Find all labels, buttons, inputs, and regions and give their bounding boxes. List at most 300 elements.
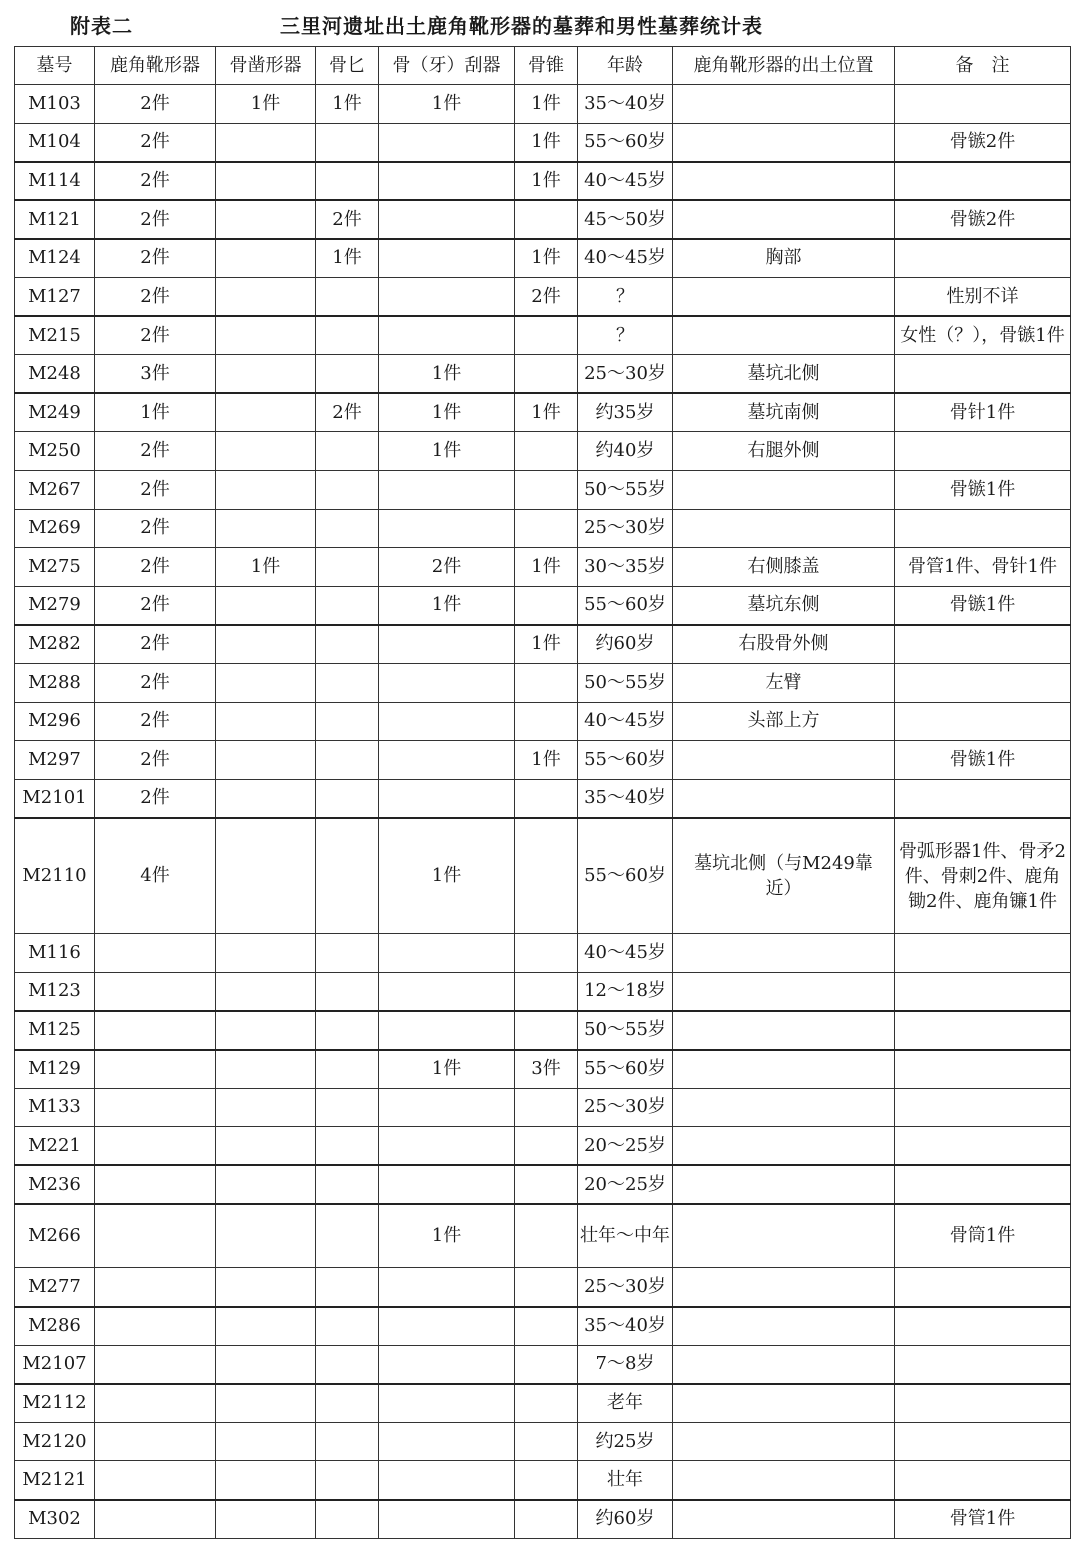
bone-spoon-cell xyxy=(316,1268,379,1307)
notes-cell xyxy=(895,1088,1071,1127)
table-row xyxy=(15,702,1071,741)
table-row xyxy=(15,1384,1071,1423)
notes-cell xyxy=(895,432,1071,471)
bone-chisel-cell xyxy=(216,779,316,818)
bone-awl-cell xyxy=(515,663,578,702)
antler-boot-cell xyxy=(95,1461,216,1500)
bone-spoon-cell xyxy=(316,741,379,780)
bone-chisel-cell xyxy=(216,277,316,316)
bone-spoon-cell xyxy=(316,509,379,548)
bone-chisel-cell xyxy=(216,1088,316,1127)
position-cell: 头部上方 xyxy=(673,702,895,741)
bone-awl-cell xyxy=(515,1127,578,1166)
table-row xyxy=(15,972,1071,1011)
antler-boot-cell xyxy=(95,972,216,1011)
scraper-cell: 1件 xyxy=(379,393,515,432)
col-position-header: 鹿角靴形器的出土位置 xyxy=(673,47,895,85)
scraper-cell xyxy=(379,779,515,818)
bone-awl-cell xyxy=(515,1268,578,1307)
bone-spoon-cell xyxy=(316,818,379,934)
notes-cell: 骨镞1件 xyxy=(895,586,1071,625)
bone-awl-cell: 1件 xyxy=(515,85,578,124)
age-cell: 壮年～中年 xyxy=(578,1204,673,1268)
bone-awl-cell xyxy=(515,1088,578,1127)
bone-chisel-cell: 1件 xyxy=(216,85,316,124)
antler-boot-cell xyxy=(95,1384,216,1423)
tomb-id-cell: M125 xyxy=(15,1011,95,1050)
bone-chisel-cell xyxy=(216,200,316,239)
position-cell xyxy=(673,779,895,818)
position-cell xyxy=(673,200,895,239)
bone-awl-cell xyxy=(515,1011,578,1050)
age-cell: 55～60岁 xyxy=(578,586,673,625)
bone-spoon-cell: 2件 xyxy=(316,200,379,239)
age-cell: 50～55岁 xyxy=(578,1011,673,1050)
table-row xyxy=(15,625,1071,664)
age-cell: 55～60岁 xyxy=(578,818,673,934)
bone-chisel-cell xyxy=(216,470,316,509)
tomb-id-cell: M250 xyxy=(15,432,95,471)
tomb-id-cell: M114 xyxy=(15,162,95,201)
position-cell xyxy=(673,1384,895,1423)
age-cell: 40～45岁 xyxy=(578,934,673,973)
col-scraper-header: 骨（牙）刮器 xyxy=(379,47,515,85)
age-cell: 25～30岁 xyxy=(578,355,673,394)
scraper-cell: 1件 xyxy=(379,586,515,625)
table-row xyxy=(15,586,1071,625)
bone-chisel-cell xyxy=(216,355,316,394)
bone-spoon-cell xyxy=(316,470,379,509)
scraper-cell xyxy=(379,625,515,664)
bone-awl-cell xyxy=(515,1307,578,1346)
bone-chisel-cell xyxy=(216,586,316,625)
table-row xyxy=(15,818,1071,934)
bone-spoon-cell xyxy=(316,1011,379,1050)
notes-cell xyxy=(895,625,1071,664)
bone-awl-cell xyxy=(515,355,578,394)
tomb-id-cell: M297 xyxy=(15,741,95,780)
position-cell xyxy=(673,1307,895,1346)
tomb-id-cell: M277 xyxy=(15,1268,95,1307)
position-cell xyxy=(673,1461,895,1500)
antler-boot-cell: 2件 xyxy=(95,277,216,316)
bone-chisel-cell xyxy=(216,1050,316,1089)
bone-awl-cell xyxy=(515,934,578,973)
bone-awl-cell: 1件 xyxy=(515,548,578,587)
antler-boot-cell xyxy=(95,1345,216,1384)
bone-chisel-cell xyxy=(216,123,316,162)
age-cell: 50～55岁 xyxy=(578,470,673,509)
notes-cell xyxy=(895,1461,1071,1500)
position-cell xyxy=(673,85,895,124)
age-cell: 约40岁 xyxy=(578,432,673,471)
bone-awl-cell xyxy=(515,1500,578,1539)
table-row xyxy=(15,1345,1071,1384)
notes-cell xyxy=(895,702,1071,741)
position-cell xyxy=(673,1422,895,1461)
table-row xyxy=(15,1307,1071,1346)
bone-spoon-cell: 1件 xyxy=(316,239,379,278)
age-cell: 20～25岁 xyxy=(578,1127,673,1166)
scraper-cell: 1件 xyxy=(379,432,515,471)
scraper-cell: 1件 xyxy=(379,355,515,394)
table-row xyxy=(15,1165,1071,1204)
position-cell xyxy=(673,1127,895,1166)
bone-spoon-cell xyxy=(316,934,379,973)
bone-spoon-cell xyxy=(316,1204,379,1268)
tomb-id-cell: M116 xyxy=(15,934,95,973)
bone-chisel-cell xyxy=(216,393,316,432)
age-cell: 约35岁 xyxy=(578,393,673,432)
bone-awl-cell xyxy=(515,702,578,741)
bone-spoon-cell xyxy=(316,162,379,201)
table-caption xyxy=(0,0,1080,46)
bone-chisel-cell xyxy=(216,1500,316,1539)
tomb-id-cell: M2120 xyxy=(15,1422,95,1461)
notes-cell xyxy=(895,1384,1071,1423)
bone-spoon-cell xyxy=(316,1127,379,1166)
bone-awl-cell xyxy=(515,432,578,471)
tomb-id-cell: M2110 xyxy=(15,818,95,934)
age-cell: 40～45岁 xyxy=(578,239,673,278)
table-row xyxy=(15,239,1071,278)
age-cell: 55～60岁 xyxy=(578,1050,673,1089)
tomb-id-cell: M129 xyxy=(15,1050,95,1089)
bone-spoon-cell: 2件 xyxy=(316,393,379,432)
bone-spoon-cell xyxy=(316,625,379,664)
antler-boot-cell: 2件 xyxy=(95,625,216,664)
age-cell: 50～55岁 xyxy=(578,663,673,702)
position-cell: 墓坑北侧（与M249靠近） xyxy=(673,818,895,934)
notes-cell xyxy=(895,1422,1071,1461)
position-cell xyxy=(673,1500,895,1539)
antler-boot-cell xyxy=(95,1165,216,1204)
position-cell xyxy=(673,277,895,316)
position-cell xyxy=(673,1011,895,1050)
bone-chisel-cell xyxy=(216,702,316,741)
table-row xyxy=(15,1011,1071,1050)
table-row xyxy=(15,509,1071,548)
tomb-id-cell: M249 xyxy=(15,393,95,432)
table-row xyxy=(15,393,1071,432)
age-cell: 壮年 xyxy=(578,1461,673,1500)
notes-cell xyxy=(895,85,1071,124)
position-cell xyxy=(673,741,895,780)
bone-spoon-cell xyxy=(316,702,379,741)
position-cell xyxy=(673,934,895,973)
scraper-cell xyxy=(379,1461,515,1500)
age-cell: ？ xyxy=(578,277,673,316)
age-cell: 35～40岁 xyxy=(578,1307,673,1346)
bone-awl-cell xyxy=(515,1165,578,1204)
position-cell xyxy=(673,123,895,162)
position-cell: 左臂 xyxy=(673,663,895,702)
position-cell xyxy=(673,1165,895,1204)
age-cell: 40～45岁 xyxy=(578,162,673,201)
bone-awl-cell xyxy=(515,818,578,934)
table-row xyxy=(15,663,1071,702)
bone-spoon-cell xyxy=(316,277,379,316)
position-cell: 胸部 xyxy=(673,239,895,278)
scraper-cell xyxy=(379,200,515,239)
bone-awl-cell xyxy=(515,470,578,509)
tomb-id-cell: M296 xyxy=(15,702,95,741)
scraper-cell xyxy=(379,1500,515,1539)
table-row xyxy=(15,1268,1071,1307)
position-cell: 墓坑北侧 xyxy=(673,355,895,394)
antler-boot-cell xyxy=(95,934,216,973)
scraper-cell xyxy=(379,1422,515,1461)
notes-cell xyxy=(895,972,1071,1011)
table-row xyxy=(15,470,1071,509)
age-cell: ？ xyxy=(578,316,673,355)
bone-awl-cell: 2件 xyxy=(515,277,578,316)
table-title: 三里河遗址出土鹿角靴形器的墓葬和男性墓葬统计表 xyxy=(280,14,763,38)
antler-boot-cell: 2件 xyxy=(95,162,216,201)
antler-boot-cell: 2件 xyxy=(95,316,216,355)
position-cell xyxy=(673,1050,895,1089)
antler-boot-cell: 2件 xyxy=(95,432,216,471)
age-cell: 7～8岁 xyxy=(578,1345,673,1384)
notes-cell xyxy=(895,663,1071,702)
bone-chisel-cell xyxy=(216,1384,316,1423)
age-cell: 25～30岁 xyxy=(578,509,673,548)
table-row xyxy=(15,355,1071,394)
col-notes-header: 备 注 xyxy=(895,47,1071,85)
table-row xyxy=(15,741,1071,780)
scraper-cell xyxy=(379,470,515,509)
tomb-id-cell: M282 xyxy=(15,625,95,664)
scraper-cell xyxy=(379,316,515,355)
age-cell: 25～30岁 xyxy=(578,1088,673,1127)
bone-chisel-cell xyxy=(216,1268,316,1307)
notes-cell: 性别不详 xyxy=(895,277,1071,316)
header-row xyxy=(15,47,1071,85)
col-bone-awl-header: 骨锥 xyxy=(515,47,578,85)
bone-awl-cell: 1件 xyxy=(515,741,578,780)
antler-boot-cell: 1件 xyxy=(95,393,216,432)
position-cell: 墓坑东侧 xyxy=(673,586,895,625)
scraper-cell xyxy=(379,972,515,1011)
bone-chisel-cell xyxy=(216,1204,316,1268)
bone-awl-cell xyxy=(515,1384,578,1423)
bone-spoon-cell xyxy=(316,316,379,355)
bone-awl-cell xyxy=(515,586,578,625)
bone-chisel-cell xyxy=(216,1307,316,1346)
position-cell xyxy=(673,1204,895,1268)
table-body xyxy=(15,85,1071,1539)
tomb-id-cell: M288 xyxy=(15,663,95,702)
notes-cell xyxy=(895,1127,1071,1166)
notes-cell: 骨管1件、骨针1件 xyxy=(895,548,1071,587)
position-cell xyxy=(673,1345,895,1384)
tomb-id-cell: M127 xyxy=(15,277,95,316)
scraper-cell xyxy=(379,239,515,278)
bone-spoon-cell xyxy=(316,972,379,1011)
notes-cell xyxy=(895,1050,1071,1089)
antler-boot-cell xyxy=(95,1268,216,1307)
notes-cell xyxy=(895,509,1071,548)
bone-chisel-cell xyxy=(216,162,316,201)
antler-boot-cell: 2件 xyxy=(95,239,216,278)
bone-chisel-cell xyxy=(216,1422,316,1461)
tomb-id-cell: M302 xyxy=(15,1500,95,1539)
age-cell: 35～40岁 xyxy=(578,85,673,124)
tomb-id-cell: M124 xyxy=(15,239,95,278)
age-cell: 55～60岁 xyxy=(578,123,673,162)
age-cell: 20～25岁 xyxy=(578,1165,673,1204)
bone-spoon-cell: 1件 xyxy=(316,85,379,124)
tomb-id-cell: M286 xyxy=(15,1307,95,1346)
bone-chisel-cell xyxy=(216,663,316,702)
antler-boot-cell xyxy=(95,1127,216,1166)
scraper-cell: 1件 xyxy=(379,85,515,124)
table-row xyxy=(15,1050,1071,1089)
position-cell xyxy=(673,509,895,548)
notes-cell xyxy=(895,934,1071,973)
antler-boot-cell: 2件 xyxy=(95,85,216,124)
bone-spoon-cell xyxy=(316,1345,379,1384)
notes-cell xyxy=(895,239,1071,278)
bone-chisel-cell xyxy=(216,818,316,934)
table-row xyxy=(15,1422,1071,1461)
tomb-id-cell: M267 xyxy=(15,470,95,509)
bone-chisel-cell xyxy=(216,1127,316,1166)
bone-spoon-cell xyxy=(316,663,379,702)
antler-boot-cell xyxy=(95,1307,216,1346)
age-cell: 老年 xyxy=(578,1384,673,1423)
scraper-cell: 2件 xyxy=(379,548,515,587)
table-row xyxy=(15,1461,1071,1500)
scraper-cell xyxy=(379,1165,515,1204)
col-tomb-id-header: 墓号 xyxy=(15,47,95,85)
burial-statistics-table xyxy=(14,46,1071,1539)
notes-cell: 骨筒1件 xyxy=(895,1204,1071,1268)
table-row xyxy=(15,1500,1071,1539)
position-cell: 右侧膝盖 xyxy=(673,548,895,587)
bone-awl-cell xyxy=(515,779,578,818)
bone-awl-cell: 3件 xyxy=(515,1050,578,1089)
antler-boot-cell: 2件 xyxy=(95,663,216,702)
bone-spoon-cell xyxy=(316,1422,379,1461)
table-row xyxy=(15,162,1071,201)
notes-cell xyxy=(895,355,1071,394)
age-cell: 约60岁 xyxy=(578,625,673,664)
scraper-cell xyxy=(379,1307,515,1346)
bone-spoon-cell xyxy=(316,355,379,394)
age-cell: 12～18岁 xyxy=(578,972,673,1011)
position-cell xyxy=(673,470,895,509)
table-row xyxy=(15,277,1071,316)
notes-cell: 骨镞2件 xyxy=(895,200,1071,239)
antler-boot-cell xyxy=(95,1500,216,1539)
notes-cell xyxy=(895,1268,1071,1307)
bone-spoon-cell xyxy=(316,1461,379,1500)
scraper-cell xyxy=(379,741,515,780)
bone-chisel-cell xyxy=(216,934,316,973)
notes-cell xyxy=(895,1345,1071,1384)
scraper-cell xyxy=(379,162,515,201)
tomb-id-cell: M236 xyxy=(15,1165,95,1204)
notes-cell: 骨镞1件 xyxy=(895,741,1071,780)
bone-chisel-cell xyxy=(216,509,316,548)
tomb-id-cell: M104 xyxy=(15,123,95,162)
position-cell xyxy=(673,972,895,1011)
notes-cell xyxy=(895,1307,1071,1346)
age-cell: 约60岁 xyxy=(578,1500,673,1539)
tomb-id-cell: M2121 xyxy=(15,1461,95,1500)
bone-awl-cell: 1件 xyxy=(515,625,578,664)
position-cell: 墓坑南侧 xyxy=(673,393,895,432)
antler-boot-cell xyxy=(95,1088,216,1127)
tomb-id-cell: M248 xyxy=(15,355,95,394)
appendix-label: 附表二 xyxy=(70,14,133,38)
notes-cell xyxy=(895,1011,1071,1050)
bone-chisel-cell: 1件 xyxy=(216,548,316,587)
table-row xyxy=(15,779,1071,818)
bone-chisel-cell xyxy=(216,625,316,664)
notes-cell: 女性（？），骨镞1件 xyxy=(895,316,1071,355)
tomb-id-cell: M133 xyxy=(15,1088,95,1127)
table-row xyxy=(15,432,1071,471)
antler-boot-cell: 2件 xyxy=(95,509,216,548)
scraper-cell: 1件 xyxy=(379,818,515,934)
notes-cell: 骨管1件 xyxy=(895,1500,1071,1539)
tomb-id-cell: M279 xyxy=(15,586,95,625)
bone-chisel-cell xyxy=(216,1461,316,1500)
scraper-cell xyxy=(379,702,515,741)
bone-chisel-cell xyxy=(216,741,316,780)
scraper-cell xyxy=(379,509,515,548)
bone-spoon-cell xyxy=(316,432,379,471)
position-cell xyxy=(673,1268,895,1307)
antler-boot-cell xyxy=(95,1204,216,1268)
scraper-cell xyxy=(379,934,515,973)
age-cell: 30～35岁 xyxy=(578,548,673,587)
tomb-id-cell: M266 xyxy=(15,1204,95,1268)
bone-chisel-cell xyxy=(216,1165,316,1204)
scraper-cell xyxy=(379,1011,515,1050)
col-antler-boot-header: 鹿角靴形器 xyxy=(95,47,216,85)
bone-chisel-cell xyxy=(216,1011,316,1050)
table-row xyxy=(15,1127,1071,1166)
scraper-cell xyxy=(379,1127,515,1166)
age-cell: 55～60岁 xyxy=(578,741,673,780)
bone-spoon-cell xyxy=(316,1500,379,1539)
notes-cell xyxy=(895,162,1071,201)
bone-spoon-cell xyxy=(316,1088,379,1127)
position-cell xyxy=(673,1088,895,1127)
tomb-id-cell: M221 xyxy=(15,1127,95,1166)
scraper-cell xyxy=(379,1384,515,1423)
position-cell xyxy=(673,316,895,355)
scraper-cell xyxy=(379,663,515,702)
scraper-cell: 1件 xyxy=(379,1050,515,1089)
tomb-id-cell: M215 xyxy=(15,316,95,355)
age-cell: 约25岁 xyxy=(578,1422,673,1461)
col-bone-spoon-header: 骨匕 xyxy=(316,47,379,85)
bone-chisel-cell xyxy=(216,972,316,1011)
bone-awl-cell xyxy=(515,1345,578,1384)
bone-spoon-cell xyxy=(316,779,379,818)
antler-boot-cell xyxy=(95,1050,216,1089)
tomb-id-cell: M275 xyxy=(15,548,95,587)
position-cell: 右腿外侧 xyxy=(673,432,895,471)
position-cell: 右股骨外侧 xyxy=(673,625,895,664)
bone-spoon-cell xyxy=(316,1384,379,1423)
position-cell xyxy=(673,162,895,201)
bone-awl-cell xyxy=(515,1461,578,1500)
